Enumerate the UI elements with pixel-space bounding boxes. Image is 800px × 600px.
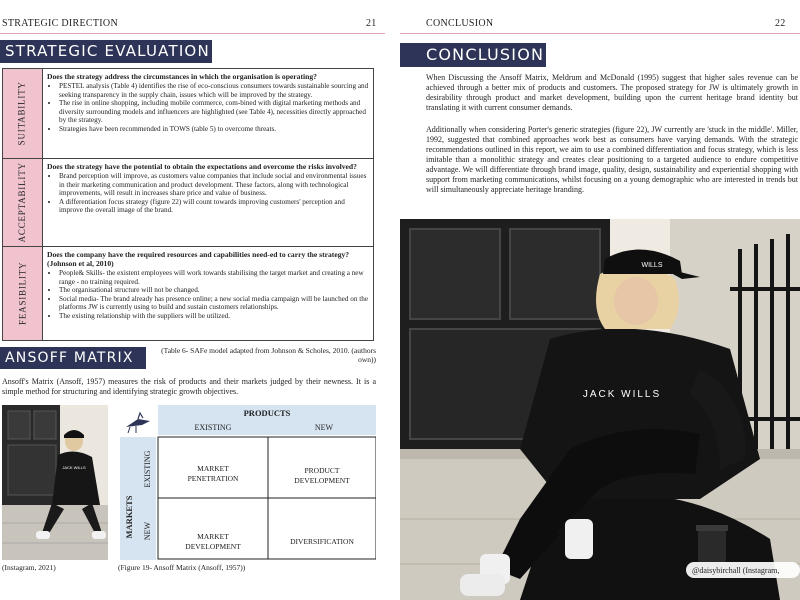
shirt-logo-small: JACK WILLS [62,465,86,470]
cell-product-development-line2: DEVELOPMENT [294,476,350,485]
safe-label-cell [3,159,43,246]
running-head-right: CONCLUSION [426,18,494,29]
safe-label: ACCEPTABILITY [17,162,28,243]
col-existing-label: EXISTING [194,423,232,432]
header-rule [0,33,385,34]
safe-bullet: • Strategies have been recommended in TOWS (table 5) to overcome threats. [59,125,369,134]
header-rule-right [400,33,800,34]
safe-label-cell [3,69,43,158]
page-gutter [385,0,392,600]
section-title-conclusion: CONCLUSION [400,43,546,67]
photo-caption: (Instagram, 2021) [2,563,56,572]
page-number-left: 21 [366,18,377,29]
safe-row-feasibility [3,247,373,340]
safe-bullet: • A differentiation focus strategy (figure 22) will count towards improving customers' perception and improve the overall image of the brand. [59,198,369,215]
cap-logo: WILLS [641,262,663,269]
safe-label: FEASIBILITY [17,261,28,326]
cell-market-penetration-line2: PENETRATION [187,474,239,483]
safe-bullet: • The rise in online shopping, including mobile commerce, com-bined with digital marketing methods and diversity surrounding models and influencers are highlighted (see Table 4), necessities directly approached by the strategy. [59,99,369,125]
table-caption: (Table 6- SAFe model adapted from Johnson & Scholes, 2010. (authors own)) [161,346,376,364]
safe-question: Does the strategy have the potential to obtain the expectations and overcome the risks involved? [47,162,357,171]
cell-market-penetration-line1: MARKET [197,464,229,473]
safe-row-suitability [3,69,373,159]
safe-bullet: • PESTEL analysis (Table 4) identifies the rise of eco-conscious consumers towards sustainable sourcing and seeking transparency in the supply chain, issues which will be improved by the strategy. [59,82,369,99]
markets-label: MARKETS [124,495,134,539]
cell-market-development-line2: DEVELOPMENT [185,542,241,551]
safe-question: Does the company have the required resources and capabilities need-ed to carry the strategy? (Johnson et al, 2010) [47,250,350,268]
safe-bullet: • The existing relationship with the suppliers will be utilized. [59,312,369,321]
row-new-label: NEW [143,521,152,541]
row-existing-label: EXISTING [143,450,152,488]
section-title-strategic-evaluation: STRATEGIC EVALUATION [0,40,212,63]
section-title-ansoff: ANSOFF MATRIX [0,347,146,369]
safe-bullet: • Social media- The brand already has presence online; a new social media campaign will be launched on the platforms JW is currently using to build and sustain customers relationships. [59,295,369,312]
safe-content [43,247,373,340]
shirt-logo: JACK WILLS [582,389,662,400]
cell-diversification: DIVERSIFICATION [290,537,354,546]
instagram-photo-large [400,219,800,600]
cell-market-development-line1: MARKET [197,532,229,541]
safe-label-cell [3,247,43,340]
safe-table [2,68,374,341]
safe-bullet: • The organisational structure will not be changed. [59,286,369,295]
ansoff-matrix [120,405,376,560]
conclusion-paragraph-1: When Discussing the Ansoff Matrix, Meldrum and McDonald (1995) suggest that higher sales revenue can be achieved through a better mix of products and customers. The proposed strategy for JW is ultimately growth in desirability through product and market development, building upon the current heritage brand identity but translating it with current consumer demands. [426,73,798,112]
safe-bullet: • People& Skills- the existent employees will work towards stabilising the target market and creating a new range - no training required. [59,269,369,286]
pheasant-logo-icon [126,413,150,433]
left-page [0,0,385,600]
page-number-right: 22 [775,18,786,29]
safe-label: SUITABILITY [17,81,28,146]
instagram-photo-small [2,405,108,560]
cell-product-development-line1: PRODUCT [304,466,340,475]
right-page [392,0,800,600]
figure-caption: (Figure 19- Ansoff Matrix (Ansoff, 1957)) [118,563,246,572]
products-label: PRODUCTS [243,408,291,418]
safe-content [43,159,373,246]
photo-credit: @daisybirchall (Instagram, [692,566,780,575]
safe-row-acceptability [3,159,373,247]
ansoff-description: Ansoff's Matrix (Ansoff, 1957) measures the risk of products and their markets judged by their newness. It is a simple method for structuring and identifying strategic growth objectives. [2,377,376,396]
running-head-left: STRATEGIC DIRECTION [2,18,118,29]
safe-question: Does the strategy address the circumstances in which the organisation is operating? [47,72,317,81]
safe-content [43,69,373,158]
safe-bullet: • Brand perception will improve, as customers value companies that include social and environmental issues in their marketing communication and product development. These factors, along with technological improvements, will result in increases share price and value of business. [59,172,369,198]
col-new-label: NEW [314,423,334,432]
conclusion-paragraph-2: Additionally when considering Porter's generic strategies (figure 22), JW currently are 'stuck in the middle'. Miller, 1992, suggested that combined approaches work best as consumers have varying demands. With the strategic recommendations outlined in this report, we aim to use a combined differentiation and focus strategy, which is less imitable than a monolithic strategy and creates clear positioning to a targeted audience to endure competitive advantage. We will differentiate through brand image, quality, design, sustainability and experiential shopping with support from marketing communications, whilst focusing on a young demographic who are interested in trends but will simultaneously appreciate heritage branding. [426,125,798,194]
